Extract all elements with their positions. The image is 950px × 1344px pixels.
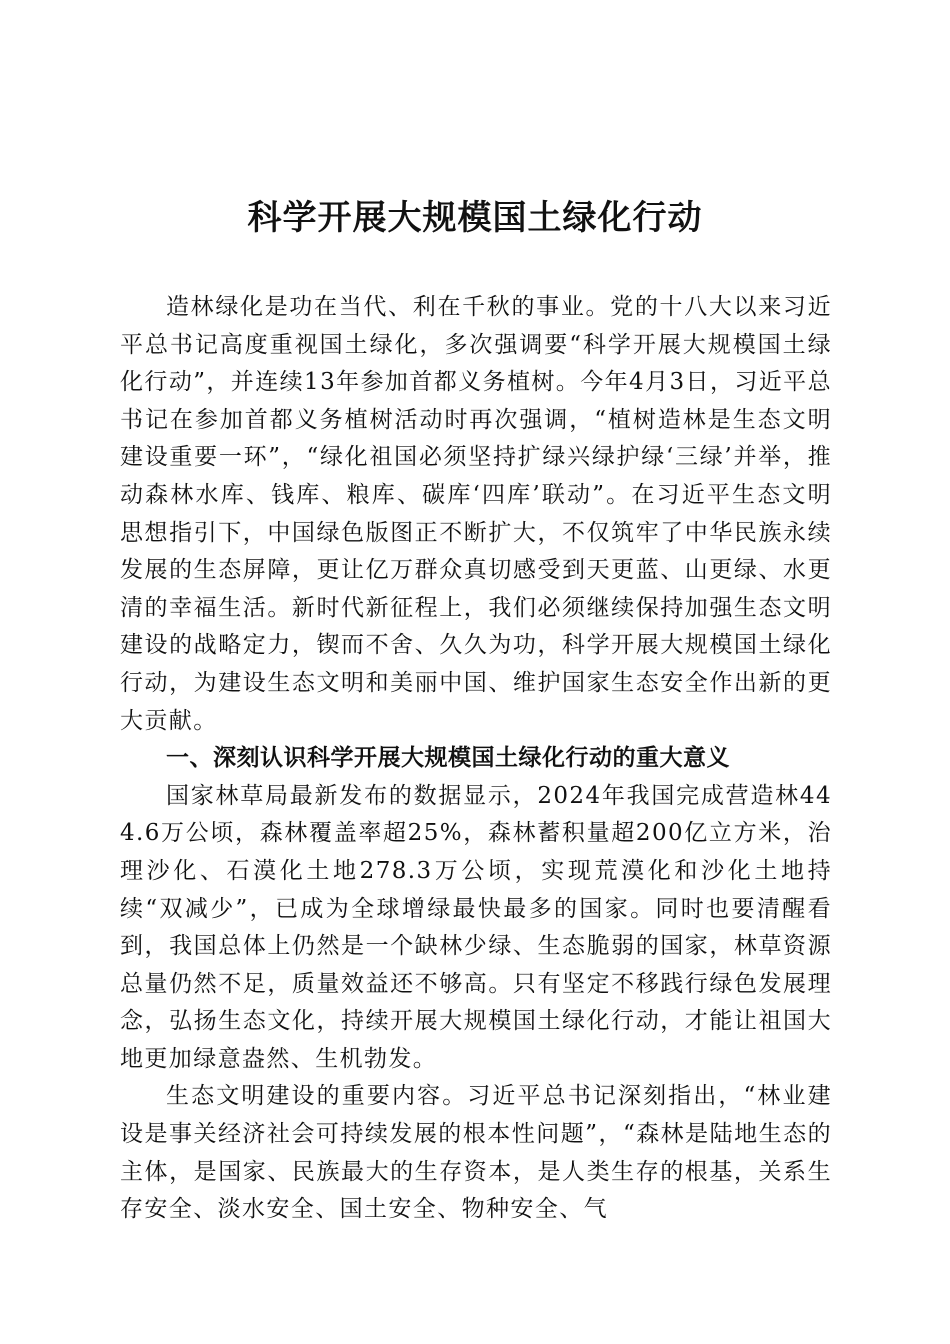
- intro-paragraph: 造林绿化是功在当代、利在千秋的事业。党的十八大以来习近平总书记高度重视国土绿化，多次强调要“科学开展大规模国土绿化行动”，并连续13年参加首都义务植树。今年4月3日，习近平总书记在参加首都义务植树活动时再次强调，“植树造林是生态文明建设重要一环”，“绿化祖国必须坚持扩绿兴绿护绿‘三绿’并举，推动森林水库、钱库、粮库、碳库‘四库’联动”。在习近平生态文明思想指引下，中国绿色版图正不断扩大，不仅筑牢了中华民族永续发展的生态屏障，更让亿万群众真切感受到天更蓝、山更绿、水更清的幸福生活。新时代新征程上，我们必须继续保持加强生态文明建设的战略定力，锲而不舍、久久为功，科学开展大规模国土绿化行动，为建设生态文明和美丽中国、维护国家生态安全作出新的更大贡献。: [120, 294, 832, 734]
- section-paragraph: 国家林草局最新发布的数据显示，2024年我国完成营造林444.6万公顷，森林覆盖率超25%，森林蓄积量超200亿立方米，治理沙化、石漠化土地278.3万公顷，实现荒漠化和沙化土地持续“双减少”，已成为全球增绿最快最多的国家。同时也要清醒看到，我国总体上仍然是一个缺林少绿、生态脆弱的国家，林草资源总量仍然不足，质量效益还不够高。只有坚定不移践行绿色发展理念，弘扬生态文化，持续开展大规模国土绿化行动，才能让祖国大地更加绿意盎然、生机勃发。: [120, 782, 832, 1072]
- section-paragraph: 生态文明建设的重要内容。习近平总书记深刻指出，“林业建设是事关经济社会可持续发展的根本性问题”，“森林是陆地生态的主体，是国家、民族最大的生存资本，是人类生存的根基，关系生存安全、淡水安全、国土安全、物种安全、气: [120, 1083, 832, 1223]
- document-title: 科学开展大规模国土绿化行动: [247, 198, 703, 238]
- document-body: [120, 289, 832, 1229]
- section-heading: 一、深刻认识科学开展大规模国土绿化行动的重大意义: [166, 745, 730, 772]
